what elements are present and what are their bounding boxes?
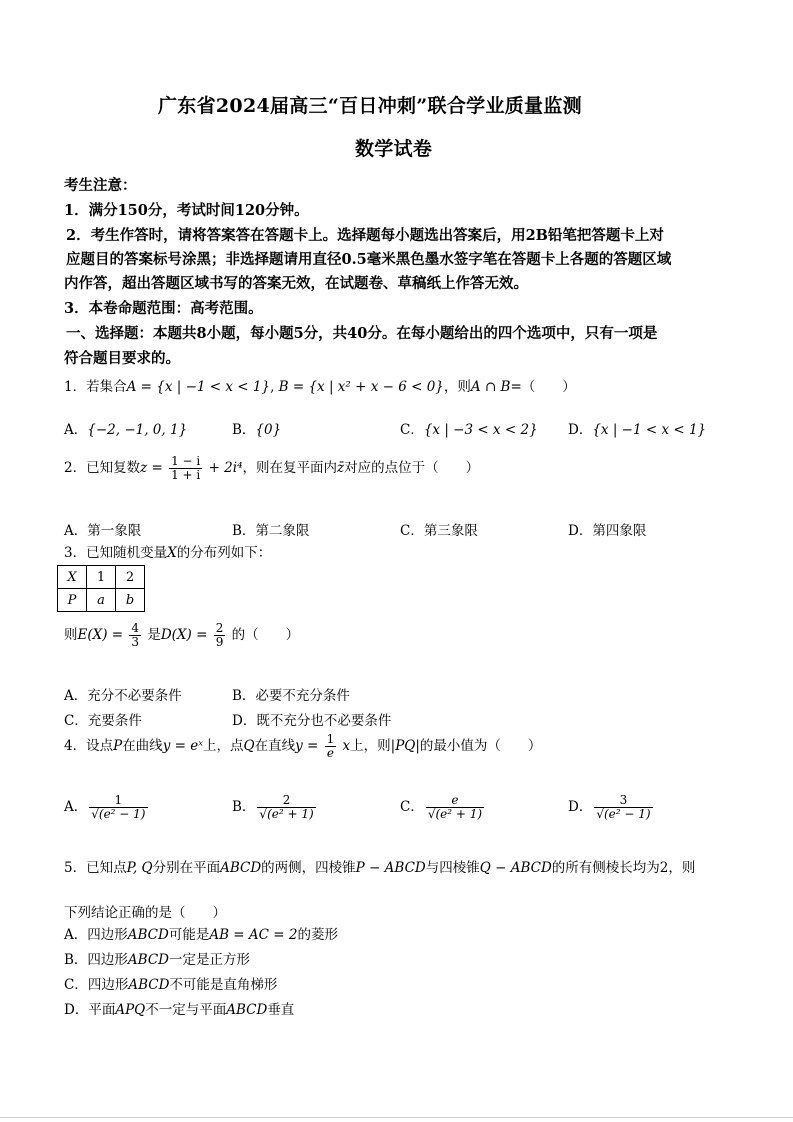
notice-item-2-line-2: 应题目的答案标号涂黑；非选择题请用直径0.5毫米黑色墨水签字笔在答题卡上各题的答题区域: [66, 251, 672, 268]
section-1-line-2: 符合题目要求的。: [64, 350, 180, 367]
q5-option-d[interactable]: D．平面APQ不一定与平面ABCD垂直: [64, 1002, 295, 1018]
table-cell: P: [58, 589, 87, 612]
question-2: 2．已知复数z = $\frac{1 - i}{1 + i}$ + 2i⁴，则在复平面内z̄对应的点位于（ ）: [64, 454, 480, 482]
q1-option-c[interactable]: C．{x | −3 < x < 2}: [400, 422, 538, 438]
table-row: [58, 566, 145, 589]
q2-option-d[interactable]: D．第四象限: [568, 523, 647, 539]
q1-option-b[interactable]: B．{0}: [232, 422, 282, 438]
section-1-line-1: 一、选择题：本题共8小题，每小题5分，共40分。在每小题给出的四个选项中，只有一项是: [66, 325, 658, 342]
table-cell: b: [116, 589, 145, 612]
notice-item-2-line-3: 内作答，超出答题区域书写的答案无效，在试题卷、草稿纸上作答无效。: [64, 275, 528, 292]
question-3: 3．已知随机变量X的分布列如下：: [64, 545, 272, 561]
q4-option-a[interactable]: A． $\frac{1}{\text{√(e² − 1)}}$: [64, 793, 146, 821]
q2-fraction: $\frac{1 - i}{1 + i}$: [171, 454, 201, 482]
question-1: 1．若集合A = {x | −1 < x < 1}, B = {x | x² + x − 6 < 0}，则A ∩ B=（ ）: [64, 379, 576, 395]
q2-option-c[interactable]: C．第三象限: [400, 523, 478, 539]
q3-option-c[interactable]: C．充要条件: [64, 713, 142, 729]
question-5: 5．已知点P, Q分别在平面ABCD的两侧，四棱锥P − ABCD与四棱锥Q − ABCD的所有侧棱长均为2，则: [64, 860, 696, 876]
notice-item-2-line-1: 2．考生作答时，请将答案答在答题卡上。选择题每小题选出答案后，用2B铅笔把答题卡上对: [66, 227, 664, 244]
q5-line-2: 下列结论正确的是（ ）: [64, 905, 226, 921]
table-cell: 1: [87, 566, 116, 589]
table-cell: X: [58, 566, 87, 589]
page-title: 广东省2024届高三“百日冲刺”联合学业质量监测: [158, 95, 582, 117]
page-subtitle: 数学试卷: [355, 138, 433, 160]
notice-item-1: 1．满分150分，考试时间120分钟。: [64, 202, 309, 219]
notice-heading: 考生注意：: [64, 177, 137, 194]
q3-condition: 则E(X) = $\frac{4}{3}$ 是D(X) = $\frac{2}{9}$ 的（ ）: [64, 621, 300, 649]
q2-option-a[interactable]: A．第一象限: [64, 523, 142, 539]
q1-option-a[interactable]: A．{−2, −1, 0, 1}: [64, 422, 188, 438]
q5-option-a[interactable]: A．四边形ABCD可能是AB = AC = 2的菱形: [64, 927, 338, 943]
q5-option-c[interactable]: C．四边形ABCD不可能是直角梯形: [64, 977, 278, 993]
q3-dx-fraction: $\frac{2}{9}$: [215, 621, 224, 649]
q4-option-b[interactable]: B． $\frac{2}{\text{√(e² + 1)}}$: [232, 793, 314, 821]
table-row: [58, 589, 145, 612]
q5-option-b[interactable]: B．四边形ABCD一定是正方形: [64, 952, 250, 968]
table-cell: 2: [116, 566, 145, 589]
q2-option-b[interactable]: B．第二象限: [232, 523, 310, 539]
distribution-table: [57, 565, 145, 612]
q1-option-d[interactable]: D．{x | −1 < x < 1}: [568, 422, 707, 438]
q3-option-b[interactable]: B．必要不充分条件: [232, 688, 350, 704]
q4-line-fraction: $\frac{1}{e}$: [326, 732, 335, 760]
q3-ex-fraction: $\frac{4}{3}$: [131, 621, 140, 649]
question-4: 4．设点P在曲线y = eˣ上，点Q在直线y = $\frac{1}{e}$ x上，则|PQ|的最小值为（ ）: [64, 732, 542, 760]
q4-option-d[interactable]: D． $\frac{3}{\text{√(e² − 1)}}$: [568, 793, 651, 821]
q3-option-a[interactable]: A．充分不必要条件: [64, 688, 182, 704]
notice-item-3: 3．本卷命题范围：高考范围。: [64, 300, 263, 317]
table-cell: a: [87, 589, 116, 612]
page-bottom-divider: [0, 1117, 793, 1118]
q4-option-c[interactable]: C． $\frac{e}{\text{√(e² + 1)}}$: [400, 793, 483, 821]
q3-option-d[interactable]: D．既不充分也不必要条件: [232, 713, 392, 729]
